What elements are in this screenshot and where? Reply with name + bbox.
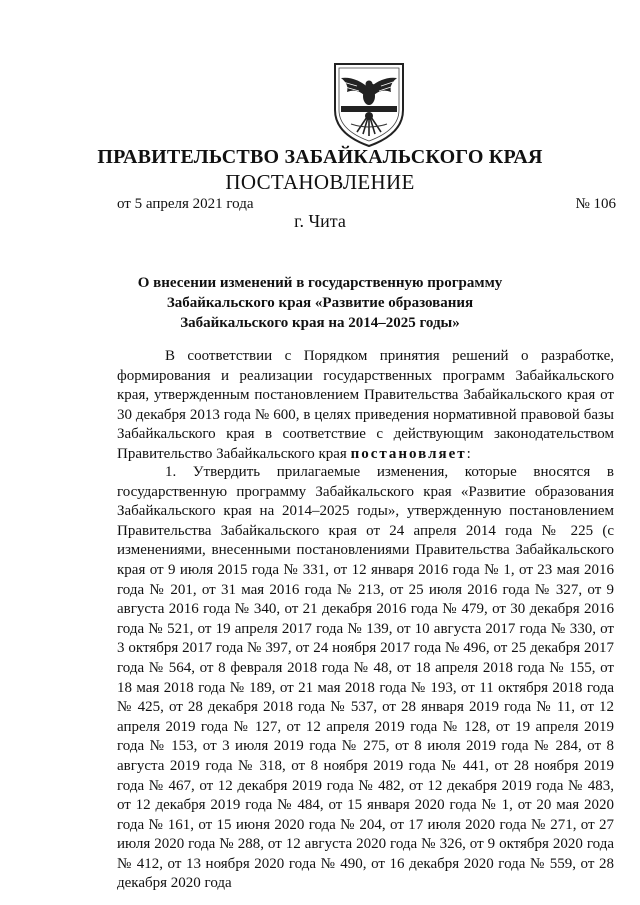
document-subject: О внесении изменений в государственную программу Забайкальского края «Развитие образования Забайкальского края на 2014–2025 годы» bbox=[137, 275, 503, 331]
document-date: от 5 апреля 2021 года bbox=[117, 196, 254, 212]
coat-of-arms-emblem bbox=[327, 58, 411, 150]
document-city: г. Чита bbox=[294, 211, 346, 231]
document-type: ПОСТАНОВЛЕНИЕ bbox=[225, 170, 415, 194]
body-paragraph-2: 1. Утвердить прилагаемые изменения, которые вносятся в государственную программу Забайкальского края «Развитие образования Забайкальского края на 2014–2025 годы», утвержденную постановлением Правительства Забайкальского края от 24 апреля 2014 года № 225 (с изменениями, внесенными постановлениями Правительства Забайкальского края от 9 июля 2015 года № 331, от 12 января 2016 года № 1, от 23 мая 2016 года № 201, от 31 мая 2016 года № 213, от 25 июля 2016 года № 327, от 9 августа 2016 года № 340, от 21 декабря 2016 года № 479, от 30 декабря 2016 года № 521, от 19 апреля 2017 года № 139, от 10 августа 2017 года № 330, от 3 октября 2017 года № 397, от 24 ноября 2017 года № 496, от 25 декабря 2017 года № 564, от 8 февраля 2018 года № 48, от 18 апреля 2018 года № 155, от 18 мая 2018 года № 189, от 21 мая 2018 года № 193, от 11 октября 2018 года № 425, от 28 декабря 2018 года № 537, от 28 января 2019 года № 11, от 12 апреля 2019 года № 127, от 12 апреля 2019 года № 128, от 19 апреля 2019 года № 153, от 3 июля 2019 года № 275, от 8 июля 2019 года № 284, от 8 августа 2019 года № 318, от 8 ноября 2019 года № 441, от 28 ноября 2019 года № 467, от 12 декабря 2019 года № 482, от 12 декабря 2019 года № 483, от 12 декабря 2019 года № 484, от 15 января 2020 года № 1, от 20 мая 2020 года № 161, от 15 июня 2020 года № 204, от 17 июля 2020 года № 271, от 27 июля 2020 года № 288, от 12 августа 2020 года № 326, от 9 октября 2020 года № 412, от 13 ноября 2020 года № 490, от 16 декабря 2020 года № 559, от 28 декабря 2020 года bbox=[117, 464, 614, 892]
paragraph-1-end: : bbox=[466, 445, 471, 462]
body-paragraph-1 bbox=[117, 347, 614, 465]
decree-keyword: постановляет bbox=[350, 445, 467, 462]
paragraph-1-text: В соответствии с Порядком принятия решений о разработке, формирования и реализации государственных программ Забайкальского края, утвержденным постановлением Правительства Забайкальского края от 30 декабря 2013 года № 600, в целях приведения нормативной правовой базы Забайкальского края в соответствие с действующим законодательством Правительство Забайкальского края bbox=[117, 348, 614, 462]
document-number: № 106 bbox=[575, 196, 616, 212]
government-title: ПРАВИТЕЛЬСТВО ЗАБАЙКАЛЬСКОГО КРАЯ bbox=[97, 146, 543, 168]
